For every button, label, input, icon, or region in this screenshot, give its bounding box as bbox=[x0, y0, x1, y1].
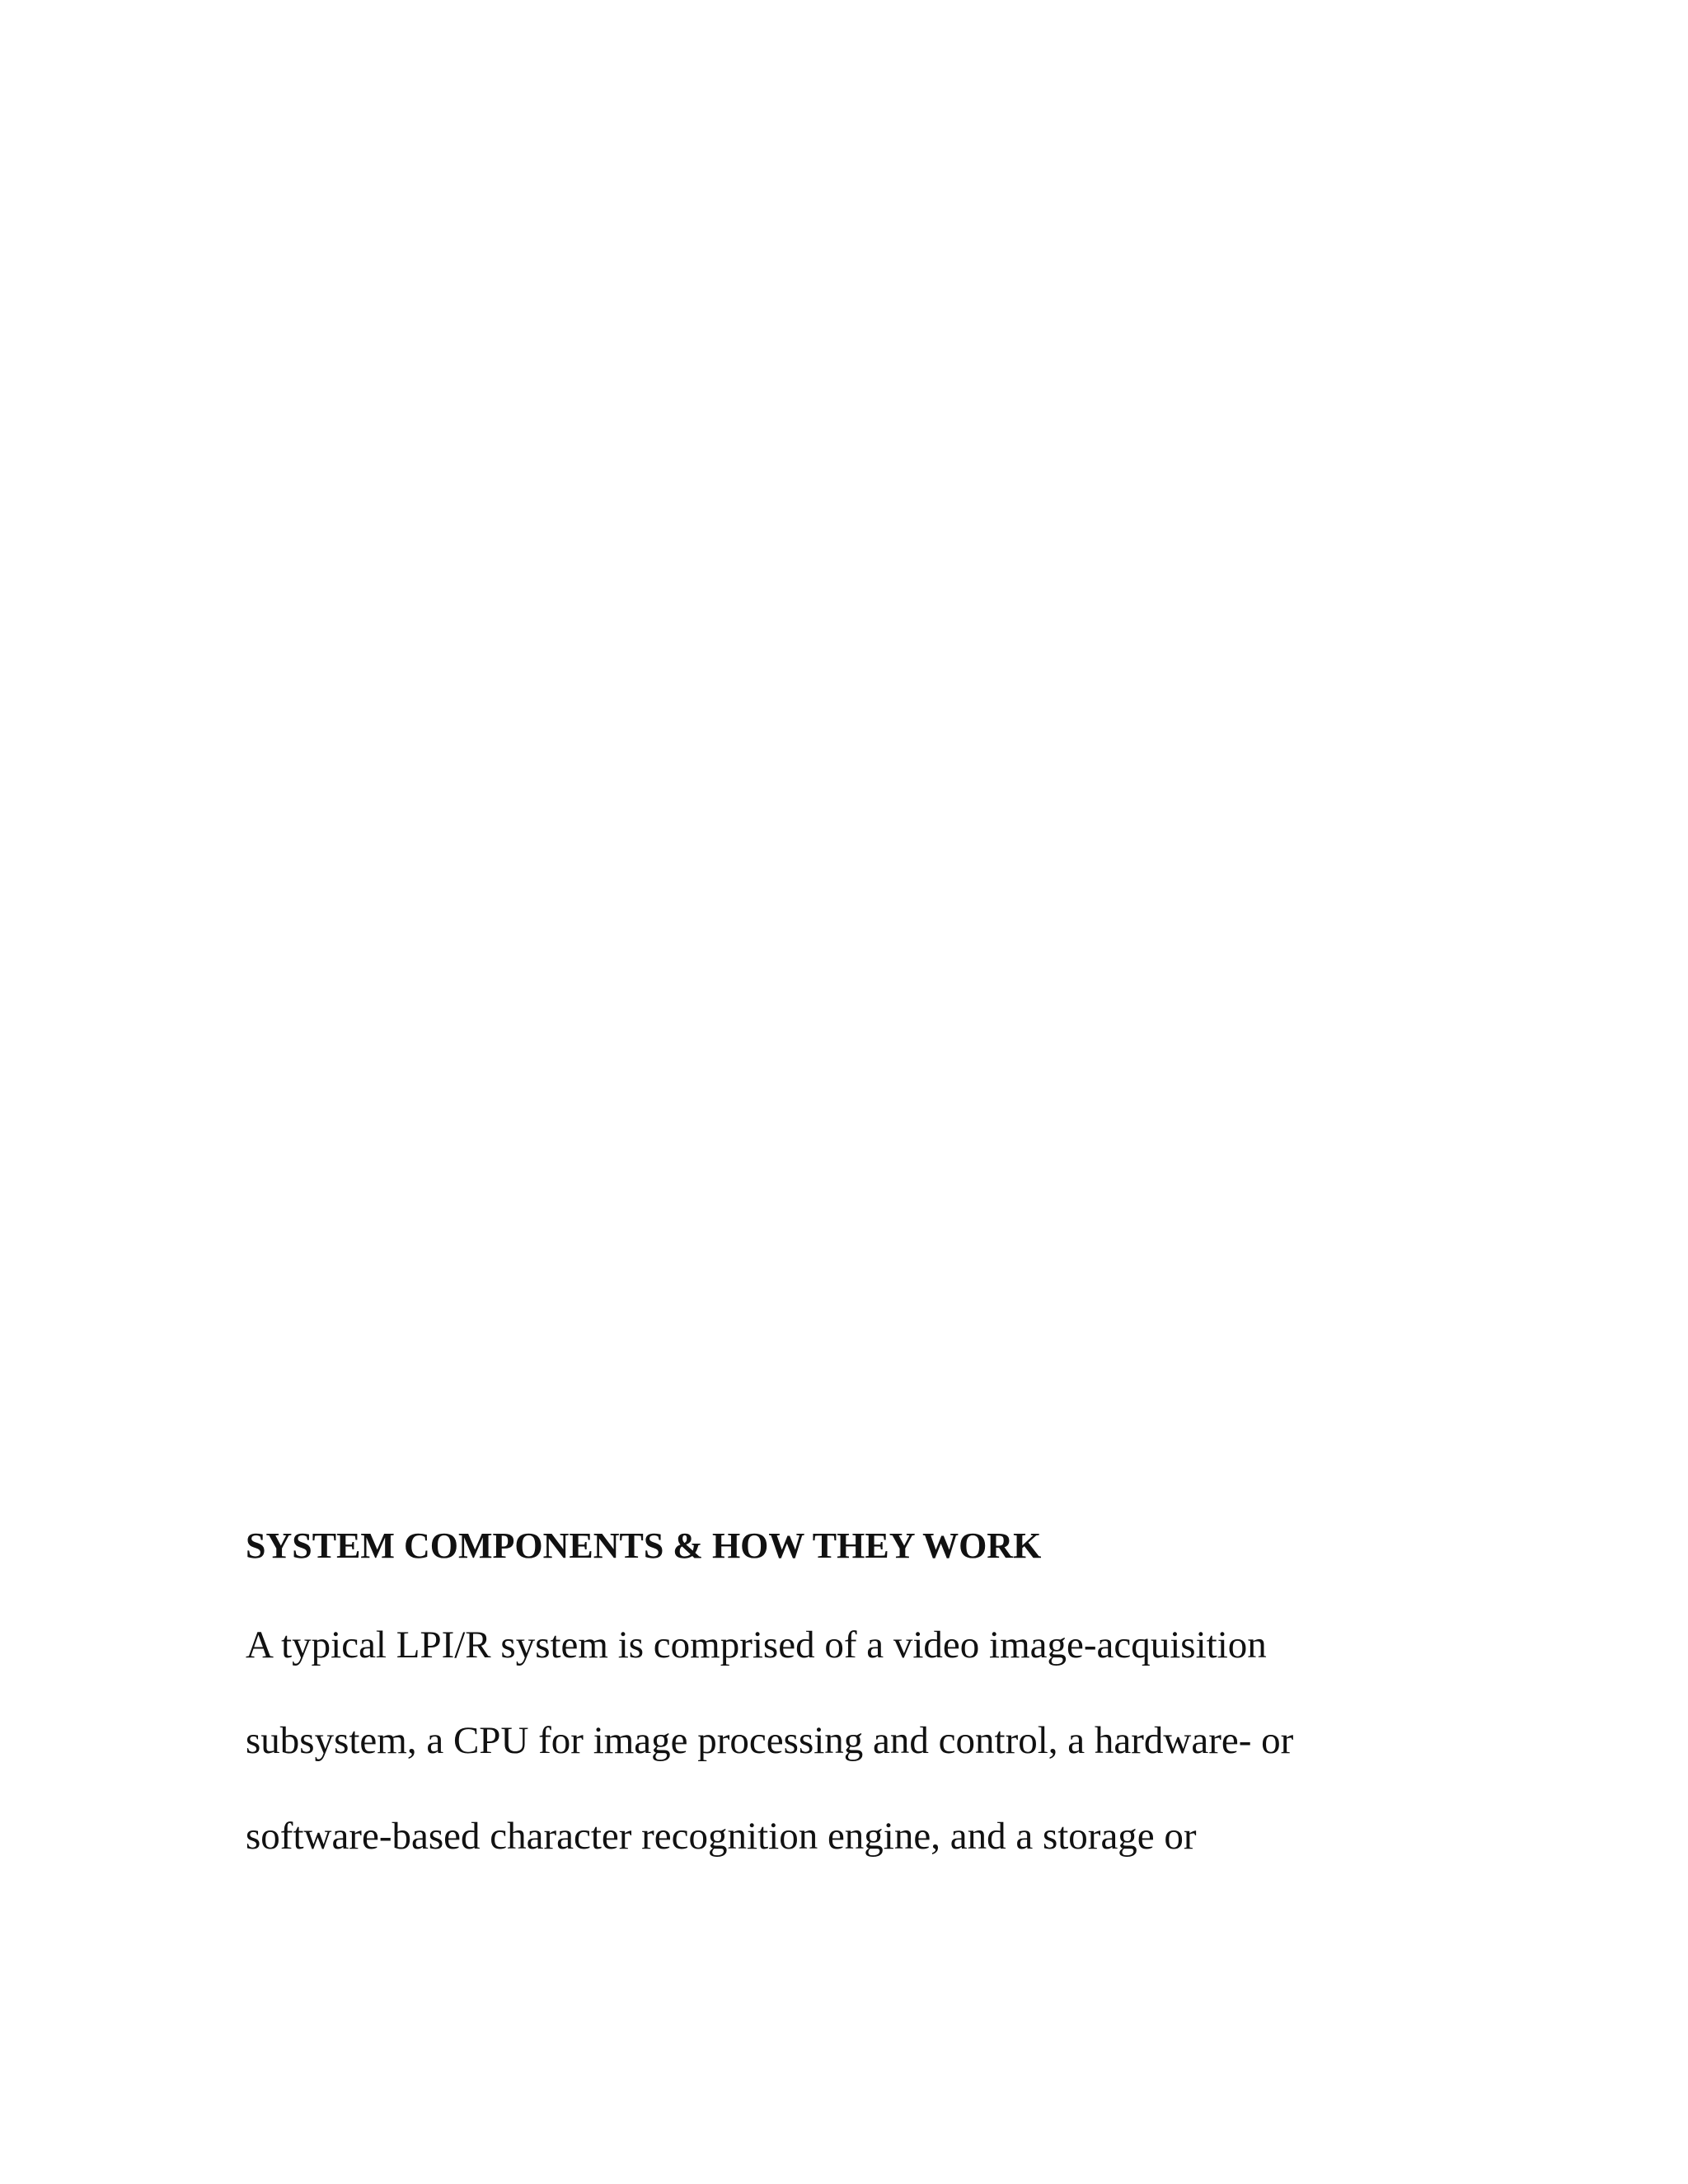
body-paragraph bbox=[246, 1597, 1449, 1884]
paragraph-line: subsystem, a CPU for image processing and control, a hardware- or bbox=[246, 1719, 1294, 1762]
section-system-components bbox=[246, 1525, 1449, 1884]
section-heading: SYSTEM COMPONENTS & HOW THEY WORK bbox=[246, 1526, 1042, 1566]
paragraph-line: A typical LPI/R system is comprised of a video image-acquisition bbox=[246, 1624, 1267, 1666]
paragraph-line: software-based character recognition engine, and a storage or bbox=[246, 1815, 1197, 1858]
